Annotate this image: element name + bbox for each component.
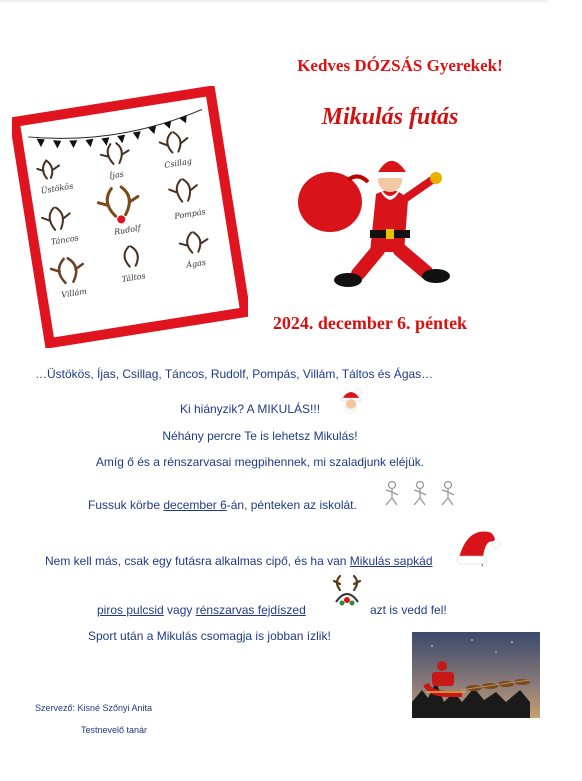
event-date: 2024. december 6. péntek — [272, 313, 468, 333]
reindeer-label: Íjas — [108, 169, 125, 181]
organizer-role: Testnevelő tanár — [81, 725, 148, 735]
run-line-post: -án, pénteken az iskolát. — [226, 498, 357, 512]
equipment-pre: Nem kell más, csak egy futásra alkalmas cipő, és ha van — [45, 554, 350, 568]
reindeer-label: Üstökös — [40, 181, 74, 196]
santa-sleigh-photo — [412, 632, 540, 718]
reindeer-label: Rudolf — [113, 223, 142, 237]
reindeer-label: Csillag — [163, 156, 193, 170]
reindeer-headband-link[interactable]: rénszarvas fejdíszed — [195, 603, 306, 617]
clothing-post: azt is vedd fel! — [370, 603, 447, 617]
run-line — [88, 498, 357, 512]
reindeer-list-line: …Üstökös, Íjas, Csillag, Táncos, Rudolf, Pompás, Villám, Táltos és Ágas… — [35, 367, 434, 381]
reindeer-label: Pompás — [173, 207, 207, 221]
equipment-line — [45, 554, 484, 568]
rest-line: Amíg ő és a rénszarvasai megpihennek, mi szaladjunk eléjük. — [95, 455, 425, 469]
santa-illustration — [290, 150, 455, 300]
poster-paper — [20, 97, 239, 338]
question-line: Ki hiányzik? A MIKULÁS!!! — [179, 402, 321, 416]
event-title: Mikulás futás — [321, 104, 459, 130]
clothing-mid: vagy — [163, 603, 196, 617]
gift-sack — [298, 172, 362, 232]
reindeer-label: Táltos — [120, 271, 147, 285]
reindeer-label: Táncos — [50, 233, 80, 247]
greeting-title: Kedves DÓZSÁS Gyerekek! — [297, 56, 503, 75]
run-line-pre: Fussuk körbe — [88, 498, 164, 512]
top-rule — [0, 0, 548, 2]
running-figures-icon — [380, 480, 460, 508]
santa-hat-link[interactable]: Mikulás sapkád — [349, 554, 433, 568]
closing-line: Sport után a Mikulás csomagja is jobban ízlik! — [88, 629, 331, 643]
reindeer-label: Villám — [60, 286, 88, 300]
date-link[interactable]: december 6 — [163, 498, 227, 512]
bell — [430, 172, 442, 184]
santa-hat-icon — [455, 520, 501, 568]
organizer-name: Szervező: Kisné Szőnyi Anita — [35, 703, 153, 713]
reindeer-label: Ágas — [185, 257, 207, 270]
red-sweater-link[interactable]: piros pulcsid — [97, 603, 164, 617]
reindeer-headband-icon — [332, 572, 362, 612]
clothing-line — [97, 603, 306, 617]
reindeer-poster — [12, 86, 248, 348]
santa-face-icon — [339, 388, 363, 414]
invite-line: Néhány percre Te is lehetsz Mikulás! — [162, 429, 358, 443]
